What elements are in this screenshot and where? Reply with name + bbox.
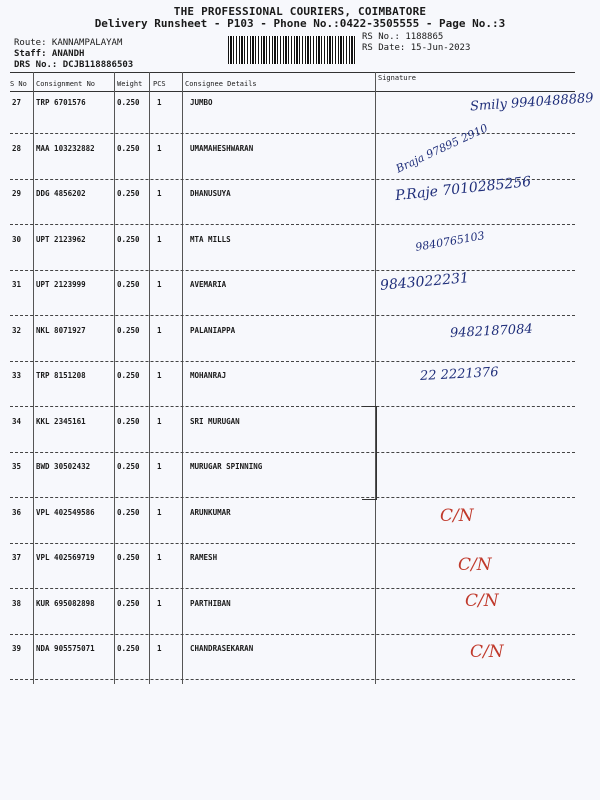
col-divider	[375, 72, 376, 684]
row-cell-sno: 38	[12, 598, 22, 608]
row-cell-weight: 0.250	[117, 644, 140, 653]
row-cell-weight: 0.250	[117, 553, 140, 562]
row-divider	[10, 679, 575, 680]
row-cell-weight: 0.250	[117, 371, 140, 380]
row-cell-consignment: UPT 2123999	[36, 280, 86, 289]
header-bottom-rule	[10, 91, 575, 92]
row-cell-weight: 0.250	[117, 507, 140, 517]
signature-mark: C/N	[458, 555, 492, 575]
row-cell-pcs: 1	[157, 416, 162, 426]
row-cell-consignment: UPT 2123962	[36, 234, 86, 244]
row-cell-pcs: 1	[157, 507, 162, 517]
rs-date: RS Date: 15-Jun-2023	[362, 43, 471, 53]
row-cell-sno: 37	[12, 553, 22, 562]
row-cell-consignment: KKL 2345161	[36, 416, 86, 426]
signature-mark: 22 2221376	[419, 364, 499, 385]
signature-mark: P.Raje 7010285256	[394, 173, 532, 205]
row-cell-pcs: 1	[157, 325, 162, 335]
signature-mark: C/N	[470, 642, 504, 662]
row-divider	[10, 406, 575, 407]
row-divider	[10, 315, 575, 316]
col-weight: Weight	[117, 80, 143, 88]
header-top-rule	[10, 72, 575, 73]
row-cell-sno: 31	[12, 280, 22, 289]
row-cell-sno: 28	[12, 143, 22, 153]
signature-mark: Smily 9940488889	[469, 90, 595, 115]
col-divider	[149, 72, 150, 684]
row-cell-weight: 0.250	[117, 280, 140, 289]
row-cell-consignee: PALANIAPPA	[190, 325, 236, 335]
row-cell-consignment: NDA 905575071	[36, 644, 95, 653]
row-cell-consignment: VPL 402569719	[36, 553, 95, 562]
row-cell-pcs: 1	[157, 371, 162, 380]
company-title: THE PROFESSIONAL COURIERS, COIMBATORE	[173, 5, 427, 18]
row-cell-sno: 36	[12, 507, 22, 517]
row-cell-pcs: 1	[157, 189, 162, 198]
row-cell-consignment: TRP 8151208	[36, 371, 86, 380]
row-cell-sno: 29	[12, 189, 22, 198]
row-cell-consignee: MOHANRAJ	[190, 371, 227, 380]
runsheet-subtitle: Delivery Runsheet - P103 - Phone No.:0422-3505555 - Page No.:3	[94, 17, 506, 30]
row-cell-weight: 0.250	[117, 189, 140, 198]
signature-mark: Braja 97895 2910	[393, 121, 490, 175]
row-cell-consignment: NKL 8071927	[36, 325, 86, 335]
row-divider	[10, 133, 575, 134]
staff-label: Staff: ANANDH	[14, 49, 85, 59]
row-cell-sno: 33	[12, 371, 22, 380]
barcode	[228, 36, 356, 64]
row-cell-consignment: TRP 6701576	[36, 98, 86, 107]
row-cell-sno: 32	[12, 325, 22, 335]
signature-mark: 9840765103	[414, 228, 486, 254]
row-cell-pcs: 1	[157, 462, 162, 471]
row-cell-weight: 0.250	[117, 98, 140, 107]
row-cell-consignee: JUMBO	[190, 98, 213, 107]
col-consignment: Consignment No	[36, 80, 96, 88]
bracket-mark	[362, 406, 377, 500]
row-cell-weight: 0.250	[117, 416, 140, 426]
row-cell-pcs: 1	[157, 98, 162, 107]
col-divider	[33, 72, 34, 684]
rs-no: RS No.: 1188865	[362, 32, 444, 42]
drs-label: DRS No.: DCJB118886503	[14, 60, 134, 70]
row-cell-consignee: AVEMARIA	[190, 280, 227, 289]
row-divider	[10, 224, 575, 225]
row-divider	[10, 588, 575, 589]
row-cell-consignee: DHANUSUYA	[190, 189, 231, 198]
row-cell-weight: 0.250	[117, 598, 140, 608]
row-divider	[10, 634, 575, 635]
row-cell-consignment: VPL 402549586	[36, 507, 95, 517]
signature-mark: 9843022231	[379, 270, 470, 294]
row-cell-consignment: KUR 695082898	[36, 598, 95, 608]
col-divider	[114, 72, 115, 684]
row-cell-sno: 35	[12, 462, 22, 471]
row-divider	[10, 270, 575, 271]
row-cell-consignee: RAMESH	[190, 553, 218, 562]
row-cell-pcs: 1	[157, 644, 162, 653]
row-cell-consignee: SRI MURUGAN	[190, 416, 240, 426]
col-signature: Signature	[378, 74, 416, 82]
col-pcs: PCS	[153, 80, 166, 88]
col-divider	[182, 72, 183, 684]
col-sno: S No	[10, 80, 27, 88]
signature-mark: C/N	[440, 505, 474, 526]
row-cell-consignee: MURUGAR SPINNING	[190, 462, 263, 471]
row-cell-pcs: 1	[157, 143, 162, 153]
row-cell-weight: 0.250	[117, 325, 140, 335]
row-cell-consignee: CHANDRASEKARAN	[190, 644, 254, 653]
row-cell-consignee: PARTHIBAN	[190, 598, 231, 608]
row-cell-consignee: ARUNKUMAR	[190, 507, 231, 517]
row-cell-sno: 27	[12, 98, 22, 107]
row-cell-weight: 0.250	[117, 234, 140, 244]
signature-mark: C/N	[465, 590, 499, 611]
row-cell-consignment: BWD 30502432	[36, 462, 91, 471]
route-label: Route: KANNAMPALAYAM	[14, 38, 123, 48]
signature-mark: 9482187084	[449, 321, 534, 341]
row-cell-consignment: MAA 103232882	[36, 143, 95, 153]
row-cell-consignee: UMAMAHESHWARAN	[190, 143, 254, 153]
row-cell-pcs: 1	[157, 553, 162, 562]
row-cell-consignment: DDG 4856202	[36, 189, 86, 198]
col-consignee: Consignee Details	[185, 80, 257, 88]
row-cell-weight: 0.250	[117, 143, 140, 153]
row-cell-pcs: 1	[157, 234, 162, 244]
row-cell-weight: 0.250	[117, 462, 140, 471]
row-cell-pcs: 1	[157, 598, 162, 608]
row-cell-sno: 30	[12, 234, 22, 244]
row-cell-pcs: 1	[157, 280, 162, 289]
row-cell-sno: 39	[12, 644, 22, 653]
row-divider	[10, 543, 575, 544]
row-divider	[10, 452, 575, 453]
row-divider	[10, 361, 575, 362]
row-cell-sno: 34	[12, 416, 22, 426]
row-divider	[10, 497, 575, 498]
row-cell-consignee: MTA MILLS	[190, 234, 231, 244]
